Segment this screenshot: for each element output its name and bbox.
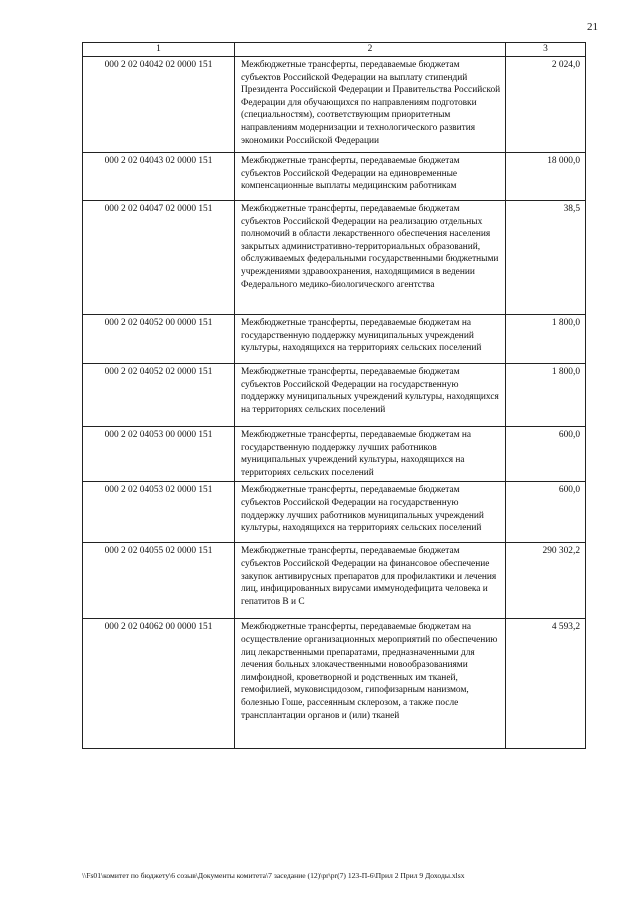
transfer-description: Межбюджетные трансферты, передаваемые бюджетам на государственную поддержку муниципальных учреждений культуры, находящихся на территориях сельских поселений xyxy=(235,315,506,364)
transfer-description: Межбюджетные трансферты, передаваемые бюджетам субъектов Российской Федерации на единовременные компенсационные выплаты медицинским работникам xyxy=(235,153,506,201)
revenue-table xyxy=(82,42,586,749)
column-header-amount: 3 xyxy=(506,43,586,57)
amount-value: 2 024,0 xyxy=(506,57,586,153)
table-row xyxy=(83,57,586,153)
transfer-description: Межбюджетные трансферты, передаваемые бюджетам субъектов Российской Федерации на финансовое обеспечение закупок антивирусных препаратов для профилактики и лечения лиц, инфицированных вирусами иммунодефицита человека и гепатитов В и С xyxy=(235,543,506,619)
table-header-row xyxy=(83,43,586,57)
transfer-description: Межбюджетные трансферты, передаваемые бюджетам субъектов Российской Федерации на реализацию отдельных полномочий в области лекарственного обеспечения населения закрытых административно-территориальных образований, обслуживаемых федеральными государственными бюджетными учреждениями здравоохранения, находящимися в ведении Федерального медико-биологического агентства xyxy=(235,201,506,315)
transfer-description: Межбюджетные трансферты, передаваемые бюджетам субъектов Российской Федерации на выплату стипендий Президента Российской Федерации и Правительства Российской Федерации для обучающихся по направлениям подготовки (специальностям), соответствующим приоритетным направлениям модернизации и технологического развития экономики Российской Федерации xyxy=(235,57,506,153)
transfer-description: Межбюджетные трансферты, передаваемые бюджетам на осуществление организационных мероприятий по обеспечению лиц лекарственными препаратами, предназначенными для лечения больных злокачественными новообразованиями лимфоидной, кроветворной и родственных им тканей, гемофилией, муковисцидозом, гипофизарным нанизмом, болезнью Гоше, рассеянным склерозом, а также после трансплантации органов и (или) тканей xyxy=(235,619,506,749)
amount-value: 1 800,0 xyxy=(506,364,586,427)
amount-value: 38,5 xyxy=(506,201,586,315)
budget-code: 000 2 02 04052 02 0000 151 xyxy=(83,364,235,427)
budget-code: 000 2 02 04053 02 0000 151 xyxy=(83,482,235,543)
transfer-description: Межбюджетные трансферты, передаваемые бюджетам на государственную поддержку лучших работников муниципальных учреждений культуры, находящихся на территориях сельских поселений xyxy=(235,427,506,482)
file-path-footer: \\Fs01\комитет по бюджету\6 созыв\Документы комитета\7 заседание (12)\pr\pr(7) 123-П-6\Прил 2 Прил 9 Доходы.xlsx xyxy=(82,871,465,880)
budget-code: 000 2 02 04062 00 0000 151 xyxy=(83,619,235,749)
page-number: 21 xyxy=(587,21,598,33)
amount-value: 1 800,0 xyxy=(506,315,586,364)
table-row xyxy=(83,315,586,364)
table-row xyxy=(83,619,586,749)
amount-value: 18 000,0 xyxy=(506,153,586,201)
table-row xyxy=(83,543,586,619)
table-row xyxy=(83,482,586,543)
table-row xyxy=(83,153,586,201)
transfer-description: Межбюджетные трансферты, передаваемые бюджетам субъектов Российской Федерации на государственную поддержку лучших работников муниципальных учреждений культуры, находящихся на территориях сельских поселений xyxy=(235,482,506,543)
table-row xyxy=(83,364,586,427)
amount-value: 290 302,2 xyxy=(506,543,586,619)
table-row xyxy=(83,201,586,315)
budget-code: 000 2 02 04052 00 0000 151 xyxy=(83,315,235,364)
budget-code: 000 2 02 04043 02 0000 151 xyxy=(83,153,235,201)
budget-code: 000 2 02 04042 02 0000 151 xyxy=(83,57,235,153)
budget-code: 000 2 02 04055 02 0000 151 xyxy=(83,543,235,619)
column-header-description: 2 xyxy=(235,43,506,57)
budget-code: 000 2 02 04053 00 0000 151 xyxy=(83,427,235,482)
table-row xyxy=(83,427,586,482)
budget-code: 000 2 02 04047 02 0000 151 xyxy=(83,201,235,315)
amount-value: 600,0 xyxy=(506,427,586,482)
column-header-code: 1 xyxy=(83,43,235,57)
amount-value: 4 593,2 xyxy=(506,619,586,749)
amount-value: 600,0 xyxy=(506,482,586,543)
transfer-description: Межбюджетные трансферты, передаваемые бюджетам субъектов Российской Федерации на государственную поддержку муниципальных учреждений культуры, находящихся на территориях сельских поселений xyxy=(235,364,506,427)
